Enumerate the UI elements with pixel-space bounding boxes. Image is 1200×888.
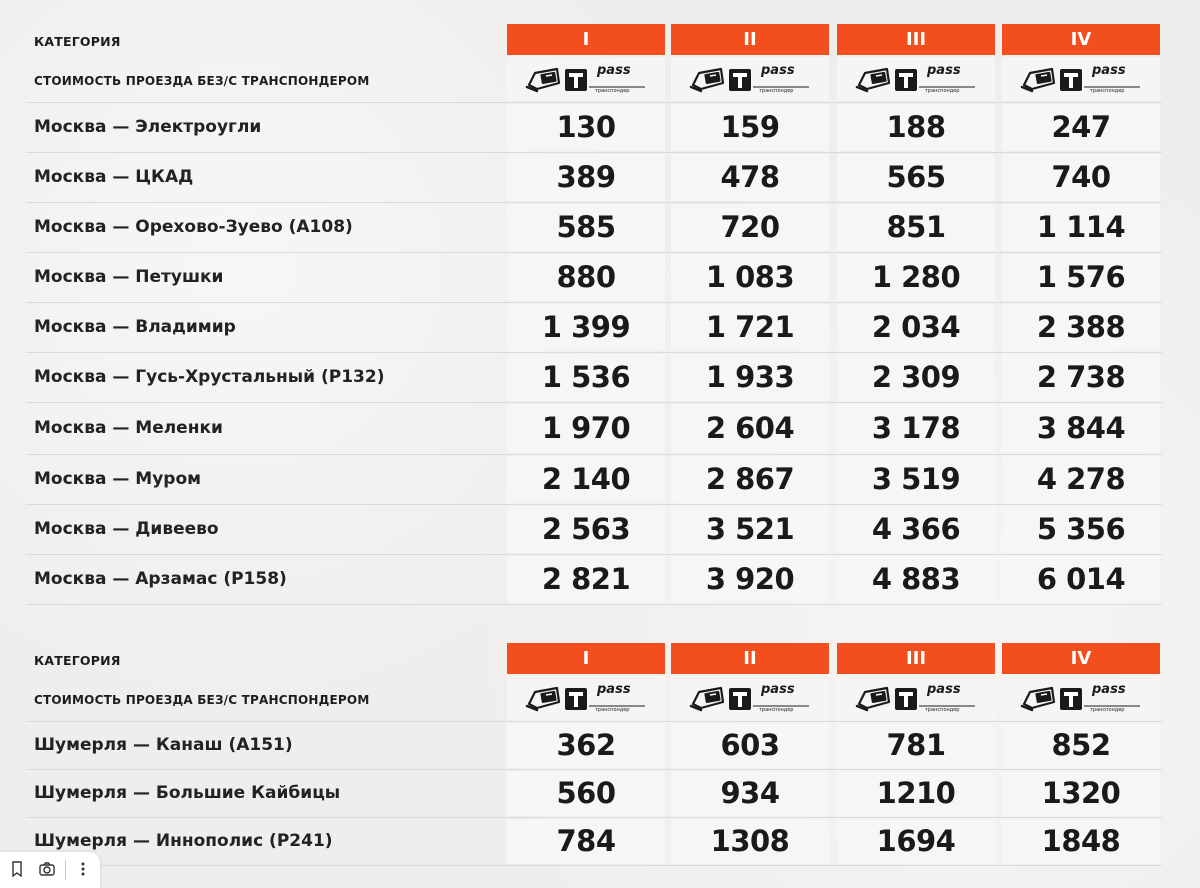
row-divider — [26, 604, 1162, 605]
fare-value-cat-2: 1308 — [671, 819, 829, 864]
fare-value-cat-1: 560 — [507, 771, 665, 816]
payment-method-icons — [1020, 63, 1144, 95]
more-icon[interactable] — [74, 861, 92, 879]
fare-value-cat-3: 3 519 — [837, 456, 995, 503]
route-name: Москва — Владимир — [34, 317, 236, 337]
payment-method-icons — [525, 682, 649, 714]
route-name: Москва — Петушки — [34, 267, 224, 287]
route-name: Москва — Дивеево — [34, 519, 219, 539]
bookmark-icon[interactable] — [8, 861, 26, 879]
row-divider — [26, 252, 1162, 253]
category-header-label: КАТЕГОРИЯ — [34, 34, 121, 49]
fare-value-cat-2: 3 920 — [671, 556, 829, 603]
toolbar-divider — [65, 860, 66, 880]
fare-value-cat-2: 1 933 — [671, 354, 829, 401]
category-badge-1: I — [507, 643, 665, 674]
row-divider — [26, 504, 1162, 505]
fare-value-cat-4: 1320 — [1002, 771, 1160, 816]
pass-label: pass — [761, 682, 795, 697]
fare-value-cat-3: 188 — [837, 104, 995, 151]
row-divider — [26, 202, 1162, 203]
svg-text:транспондер: транспондер — [1090, 707, 1125, 713]
fare-value-cat-4: 740 — [1002, 154, 1160, 201]
route-name: Москва — Орехово-Зуево (А108) — [34, 217, 353, 237]
fare-value-cat-4: 3 844 — [1002, 404, 1160, 453]
fare-value-cat-1: 784 — [507, 819, 665, 864]
fare-value-cat-2: 478 — [671, 154, 829, 201]
route-name: Москва — Меленки — [34, 418, 223, 438]
route-name: Москва — Арзамас (Р158) — [34, 569, 287, 589]
svg-text:транспондер: транспондер — [759, 707, 794, 713]
payment-icons-cell — [671, 57, 829, 101]
fare-value-cat-3: 2 309 — [837, 354, 995, 401]
fare-value-cat-1: 2 140 — [507, 456, 665, 503]
route-name: Москва — Гусь-Хрустальный (Р132) — [34, 367, 385, 387]
category-header-label: КАТЕГОРИЯ — [34, 653, 121, 668]
fare-value-cat-2: 1 083 — [671, 254, 829, 301]
camera-icon[interactable] — [38, 861, 56, 879]
row-divider — [26, 102, 1162, 103]
pass-label: pass — [927, 682, 961, 697]
fare-value-cat-2: 2 867 — [671, 456, 829, 503]
fare-value-cat-3: 4 366 — [837, 506, 995, 553]
payment-icons-cell — [1002, 676, 1160, 720]
payment-icons-cell — [837, 57, 995, 101]
payment-method-icons — [689, 63, 813, 95]
svg-text:транспондер: транспондер — [1090, 88, 1125, 94]
fare-value-cat-3: 565 — [837, 154, 995, 201]
pass-label: pass — [1092, 682, 1126, 697]
svg-text:транспондер: транспондер — [925, 707, 960, 713]
svg-text:транспондер: транспондер — [759, 88, 794, 94]
cost-header-label: СТОИМОСТЬ ПРОЕЗДА БЕЗ/С ТРАНСПОНДЕРОМ — [34, 693, 370, 707]
fare-value-cat-4: 2 388 — [1002, 304, 1160, 351]
cash-ticket-icon — [857, 69, 889, 91]
fare-value-cat-1: 1 536 — [507, 354, 665, 401]
payment-icons-cell — [507, 57, 665, 101]
svg-text:транспондер: транспондер — [595, 707, 630, 713]
fare-value-cat-1: 362 — [507, 723, 665, 768]
pass-label: pass — [597, 682, 631, 697]
fare-value-cat-1: 2 563 — [507, 506, 665, 553]
fare-value-cat-1: 1 399 — [507, 304, 665, 351]
payment-method-icons — [689, 682, 813, 714]
route-name: Шумерля — Большие Кайбицы — [34, 783, 341, 803]
row-divider — [26, 402, 1162, 403]
fare-value-cat-2: 3 521 — [671, 506, 829, 553]
fare-value-cat-4: 1 576 — [1002, 254, 1160, 301]
svg-text:транспондер: транспондер — [925, 88, 960, 94]
fare-value-cat-1: 585 — [507, 204, 665, 251]
category-badge-2: II — [671, 643, 829, 674]
fare-value-cat-3: 851 — [837, 204, 995, 251]
fare-value-cat-4: 4 278 — [1002, 456, 1160, 503]
row-divider — [26, 865, 1162, 866]
fare-value-cat-3: 1 280 — [837, 254, 995, 301]
cash-ticket-icon — [527, 69, 559, 91]
payment-method-icons — [525, 63, 649, 95]
row-divider — [26, 302, 1162, 303]
cash-ticket-icon — [1022, 688, 1054, 710]
fare-value-cat-4: 247 — [1002, 104, 1160, 151]
row-divider — [26, 152, 1162, 153]
fare-value-cat-4: 5 356 — [1002, 506, 1160, 553]
fare-value-cat-1: 130 — [507, 104, 665, 151]
fare-value-cat-3: 1210 — [837, 771, 995, 816]
fare-value-cat-4: 1 114 — [1002, 204, 1160, 251]
payment-method-icons — [855, 682, 979, 714]
payment-icons-cell — [507, 676, 665, 720]
pass-label: pass — [927, 63, 961, 78]
fare-value-cat-2: 1 721 — [671, 304, 829, 351]
cash-ticket-icon — [527, 688, 559, 710]
pass-label: pass — [761, 63, 795, 78]
fare-value-cat-3: 2 034 — [837, 304, 995, 351]
category-badge-3: III — [837, 24, 995, 55]
fare-value-cat-2: 2 604 — [671, 404, 829, 453]
cost-header-label: СТОИМОСТЬ ПРОЕЗДА БЕЗ/С ТРАНСПОНДЕРОМ — [34, 74, 370, 88]
pass-label: pass — [597, 63, 631, 78]
svg-text:транспондер: транспондер — [595, 88, 630, 94]
payment-method-icons — [855, 63, 979, 95]
fare-value-cat-2: 159 — [671, 104, 829, 151]
cash-ticket-icon — [691, 69, 723, 91]
route-name: Москва — Муром — [34, 469, 202, 489]
fare-value-cat-1: 2 821 — [507, 556, 665, 603]
fare-value-cat-3: 3 178 — [837, 404, 995, 453]
fare-value-cat-4: 2 738 — [1002, 354, 1160, 401]
fare-value-cat-3: 4 883 — [837, 556, 995, 603]
row-divider — [26, 352, 1162, 353]
fare-value-cat-2: 603 — [671, 723, 829, 768]
cash-ticket-icon — [691, 688, 723, 710]
route-name: Москва — ЦКАД — [34, 167, 194, 187]
category-badge-4: IV — [1002, 643, 1160, 674]
fare-value-cat-1: 389 — [507, 154, 665, 201]
fare-value-cat-3: 1694 — [837, 819, 995, 864]
payment-icons-cell — [837, 676, 995, 720]
fare-value-cat-2: 720 — [671, 204, 829, 251]
fare-value-cat-1: 880 — [507, 254, 665, 301]
category-badge-4: IV — [1002, 24, 1160, 55]
fare-value-cat-4: 852 — [1002, 723, 1160, 768]
route-name: Шумерля — Иннополис (Р241) — [34, 831, 333, 851]
category-badge-1: I — [507, 24, 665, 55]
fare-value-cat-2: 934 — [671, 771, 829, 816]
fare-value-cat-4: 1848 — [1002, 819, 1160, 864]
row-divider — [26, 721, 1162, 722]
payment-method-icons — [1020, 682, 1144, 714]
route-name: Москва — Электроугли — [34, 117, 262, 137]
payment-icons-cell — [671, 676, 829, 720]
route-name: Шумерля — Канаш (А151) — [34, 735, 293, 755]
row-divider — [26, 817, 1162, 818]
pass-label: pass — [1092, 63, 1126, 78]
row-divider — [26, 454, 1162, 455]
fare-value-cat-4: 6 014 — [1002, 556, 1160, 603]
row-divider — [26, 769, 1162, 770]
image-toolbar — [0, 852, 100, 888]
fare-value-cat-1: 1 970 — [507, 404, 665, 453]
payment-icons-cell — [1002, 57, 1160, 101]
category-badge-2: II — [671, 24, 829, 55]
cash-ticket-icon — [857, 688, 889, 710]
cash-ticket-icon — [1022, 69, 1054, 91]
category-badge-3: III — [837, 643, 995, 674]
row-divider — [26, 554, 1162, 555]
fare-value-cat-3: 781 — [837, 723, 995, 768]
